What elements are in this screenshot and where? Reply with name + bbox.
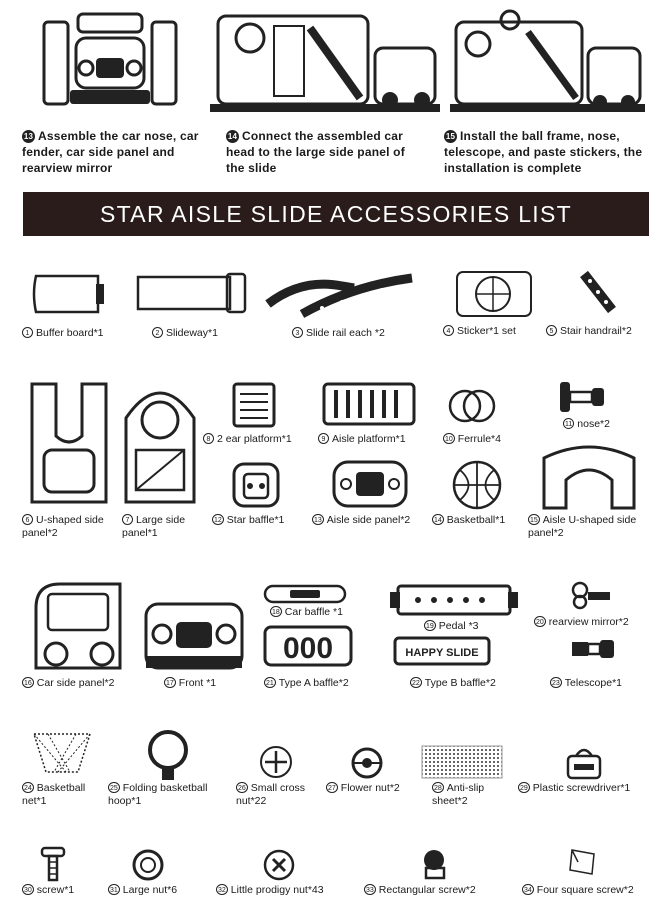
ear-platform-picture	[228, 380, 280, 430]
item-label-telescope: 23 Telescope*1	[552, 677, 623, 689]
type-a-baffle-text: 000	[282, 632, 334, 665]
item-label-basketball: 14 Basketball*1	[434, 514, 506, 526]
item-label-type-a-baffle: 21 Type A baffle*2	[266, 677, 349, 689]
item-label-large-nut: 31 Large nut*6	[110, 884, 178, 896]
small-cross-nut-picture	[258, 744, 294, 780]
pedal-picture	[390, 580, 518, 620]
item-label-aisle-side-panel: 13 Aisle side panel*2	[314, 514, 411, 526]
large-side-panel-picture	[122, 378, 198, 508]
step-13-caption: 13 Assemble the car nose, car fender, car side panel and rearview mirror	[22, 129, 199, 175]
item-label-four-square-screw: 34 Four square screw*2	[524, 884, 634, 896]
item-label-folding-basketball-hoop: 25 Folding basketball hoop*1	[108, 782, 208, 807]
basketball-picture	[450, 458, 504, 512]
item-label-star-baffle: 12 Star baffle*1	[214, 514, 285, 526]
ferrule-picture	[447, 384, 497, 428]
plastic-screwdriver-picture	[564, 742, 604, 782]
slide-rail-picture	[262, 268, 422, 320]
step-14-caption: 14 Connect the assembled car head to the large side panel of the slide	[226, 129, 405, 175]
item-label-ear-platform: 8 2 ear platform*1	[203, 433, 292, 446]
basketball-net-picture	[30, 728, 94, 776]
item-label-sticker: 4 Sticker*1 set	[443, 325, 516, 338]
anti-slip-sheet-picture	[420, 744, 504, 780]
step-14-illustration	[210, 8, 440, 118]
step-15-caption: 15 Install the ball frame, nose, telescope, and paste stickers, the installation is complete	[444, 129, 643, 175]
car-baffle-picture	[262, 582, 348, 606]
step-number-badge: 14	[227, 132, 238, 141]
item-label-stair-handrail: 5 Stair handrail*2	[546, 325, 632, 338]
item-label-flower-nut: 27 Flower nut*2	[328, 782, 400, 794]
step-number-badge: 13	[23, 132, 34, 141]
item-label-plastic-screwdriver: 29 Plastic screwdriver*1	[520, 782, 631, 794]
u-shaped-side-panel-picture	[28, 378, 110, 508]
type-b-baffle-picture	[392, 634, 492, 668]
item-label-slide-rail: 3 Slide rail each *2	[292, 327, 385, 340]
item-label-small-cross-nut: 26 Small cross nut*22	[236, 782, 306, 807]
item-label-car-side-panel: 16 Car side panel*2	[24, 677, 115, 689]
item-label-type-b-baffle: 22 Type B baffle*2	[412, 677, 496, 689]
item-label-car-baffle: 18 Car baffle *1	[272, 606, 343, 618]
step-15-illustration	[450, 8, 645, 118]
large-nut-picture	[130, 848, 166, 882]
item-label-aisle-u-shaped-side-panel: 15 Aisle U-shaped side panel*2	[528, 514, 637, 539]
aisle-side-panel-picture	[330, 456, 410, 512]
star-baffle-picture	[230, 458, 282, 510]
item-label-rectangular-screw: 33 Rectangular screw*2	[366, 884, 476, 896]
rectangular-screw-picture	[418, 846, 452, 882]
step-13-illustration	[40, 10, 180, 115]
folding-basketball-hoop-picture	[140, 728, 196, 782]
aisle-u-shaped-side-panel-picture	[540, 438, 638, 512]
little-prodigy-nut-picture	[262, 848, 296, 882]
flower-nut-picture	[350, 746, 384, 780]
type-b-baffle-text: HAPPY SLIDE	[405, 647, 479, 659]
item-label-nose: 11 nose*2	[565, 418, 610, 430]
telescope-picture	[568, 634, 620, 662]
car-side-panel-picture	[30, 578, 126, 674]
item-label-screw: 30 screw*1	[24, 884, 75, 896]
item-label-rearview-mirror: 20 rearview mirror*2	[536, 616, 629, 628]
front-picture	[142, 600, 246, 672]
four-square-screw-picture	[564, 846, 600, 880]
screw-picture	[38, 846, 68, 882]
item-label-u-shaped-side-panel: 6 U-shaped side panel*2	[22, 514, 104, 539]
nose-picture	[556, 374, 608, 414]
item-label-ferrule: 10 Ferrule*4	[445, 433, 501, 445]
item-label-basketball-net: 24 Basketball net*1	[22, 782, 86, 807]
buffer-board-picture	[30, 270, 110, 318]
item-label-slideway: 2 Slideway*1	[152, 327, 218, 340]
item-label-little-prodigy-nut: 32 Little prodigy nut*43	[218, 884, 324, 896]
sticker-picture	[455, 270, 533, 318]
item-label-pedal: 19 Pedal *3	[426, 620, 479, 632]
type-a-baffle-picture	[262, 624, 354, 668]
item-label-anti-slip-sheet: 28 Anti-slip sheet*2	[432, 782, 485, 807]
step-number-badge: 15	[445, 132, 456, 141]
item-label-aisle-platform: 9 Aisle platform*1	[318, 433, 406, 446]
accessories-list-banner: STAR AISLE SLIDE ACCESSORIES LIST	[23, 192, 649, 236]
rearview-mirror-picture	[570, 580, 614, 610]
aisle-platform-picture	[320, 378, 418, 430]
slideway-picture	[135, 272, 250, 314]
stair-handrail-picture	[576, 268, 620, 318]
item-label-buffer-board: 1 Buffer board*1	[22, 327, 104, 340]
item-label-front: 17 Front *1	[166, 677, 217, 689]
item-label-large-side-panel: 7 Large side panel*1	[122, 514, 186, 539]
